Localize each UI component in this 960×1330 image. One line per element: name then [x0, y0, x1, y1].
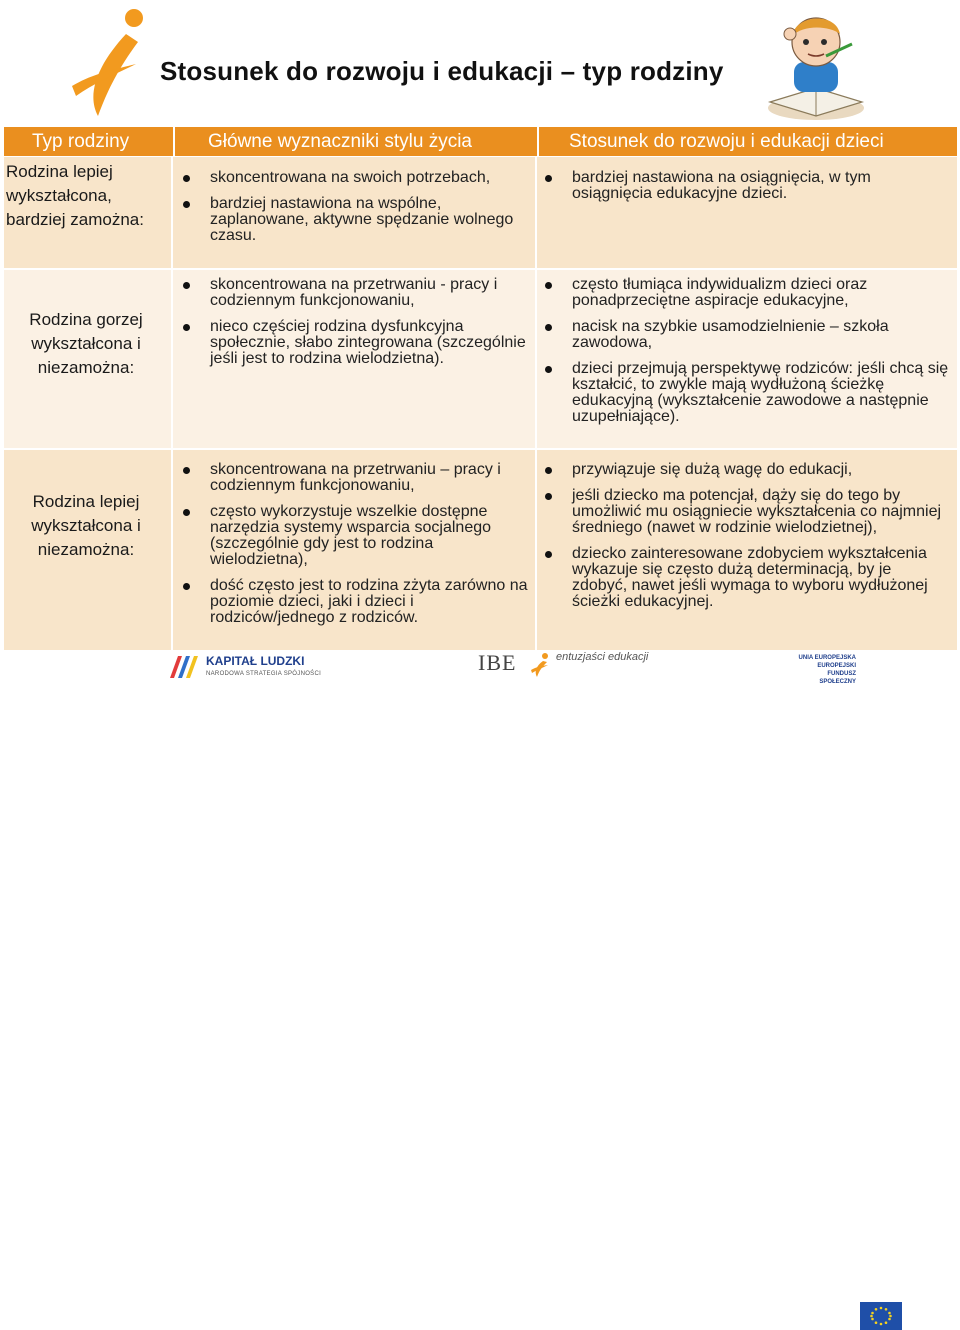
list-item: nacisk na szybkie usamodzielnienie – szkoła zawodowa,	[538, 319, 950, 351]
header-divider	[173, 127, 175, 156]
list-item: dziecko zainteresowane zdobyciem wykształcenia wykazuje się często dużą determinacją, by je zdobyć, nawet jeśli wymaga to wyboru wydłużonej ścieżki edukacyjnej.	[538, 546, 950, 610]
header-type: Typ rodziny	[32, 131, 130, 152]
header-divider	[537, 127, 539, 156]
education-list	[538, 277, 950, 435]
table-header-row	[4, 127, 957, 156]
list-item: dzieci przejmują perspektywę rodziców: jeśli chcą się kształcić, to zwykle mają wydłużoną ścieżkę edukacyjną (wykształcenie zawodowe a następnie uzupełniające).	[538, 361, 950, 425]
header-lifestyle: Główne wyznaczniki stylu życia	[208, 131, 472, 152]
list-item: jeśli dziecko ma potencjał, dąży się do tego by umożliwić mu osiągniecie wykształcenia co najmniej średniego (nawet w rodzinie wielodzietnej),	[538, 488, 950, 536]
boy-studying-illustration	[760, 4, 870, 122]
education-list	[538, 462, 950, 620]
list-item: bardziej nastawiona na wspólne, zaplanowane, aktywne spędzanie wolnego czasu.	[176, 196, 532, 244]
lifestyle-list	[176, 277, 532, 377]
ibe-logo: IBE	[478, 650, 517, 675]
list-item: często tłumiąca indywidualizm dzieci oraz ponadprzeciętne aspiracje edukacyjne,	[538, 277, 950, 309]
eu-label: UNIA EUROPEJSKA EUROPEJSKI FUNDUSZ SPOŁECZNY	[798, 655, 856, 685]
column-divider	[171, 157, 173, 650]
list-item: często wykorzystuje wszelkie dostępne narzędzia systemy wsparcia socjalnego (szczególnie gdy jest to rodzina wielodzietna),	[176, 504, 532, 568]
entuzjasci-logo: entuzjaści edukacji	[556, 651, 649, 663]
list-item: dość często jest to rodzina zżyta zarówno na poziomie dzieci, jaki i dzieci i rodziców/jednego z rodziców.	[176, 578, 532, 626]
kapital-ludzki-subtitle: NARODOWA STRATEGIA SPÓJNOŚCI	[206, 671, 322, 677]
header-education: Stosunek do rozwoju i edukacji dzieci	[569, 131, 884, 152]
family-type-cell: Rodzina gorzej wykształcona i niezamożna:	[29, 310, 143, 377]
list-item: bardziej nastawiona na osiągnięcia, w tym osiągnięcia edukacyjne dzieci.	[538, 170, 950, 202]
lifestyle-list	[176, 170, 532, 254]
kapital-ludzki-flag-icon	[170, 656, 198, 678]
kapital-ludzki-logo: KAPITAŁ LUDZKI	[206, 654, 305, 668]
page-title: Stosunek do rozwoju i edukacji – typ rodziny	[160, 56, 724, 86]
list-item: skoncentrowana na przetrwaniu – pracy i codziennym funkcjonowaniu,	[176, 462, 532, 494]
column-divider	[535, 157, 537, 650]
family-type-cell: Rodzina lepiej wykształcona i niezamożna:	[31, 492, 141, 559]
education-list	[538, 170, 950, 212]
list-item: skoncentrowana na przetrwaniu - pracy i codziennym funkcjonowaniu,	[176, 277, 532, 309]
list-item: skoncentrowana na swoich potrzebach,	[176, 170, 532, 186]
logo-swirl-icon	[68, 4, 158, 124]
eu-flag-icon	[860, 1302, 902, 1330]
entuzjasci-mark-icon	[530, 652, 552, 678]
family-type-cell: Rodzina lepiej wykształcona, bardziej zamożna:	[6, 162, 144, 229]
list-item: nieco częściej rodzina dysfunkcyjna społecznie, słabo zintegrowana (szczególnie jeśli jest to rodzina wielodzietna).	[176, 319, 532, 367]
list-item: przywiązuje się dużą wagę do edukacji,	[538, 462, 950, 478]
lifestyle-list	[176, 462, 532, 636]
